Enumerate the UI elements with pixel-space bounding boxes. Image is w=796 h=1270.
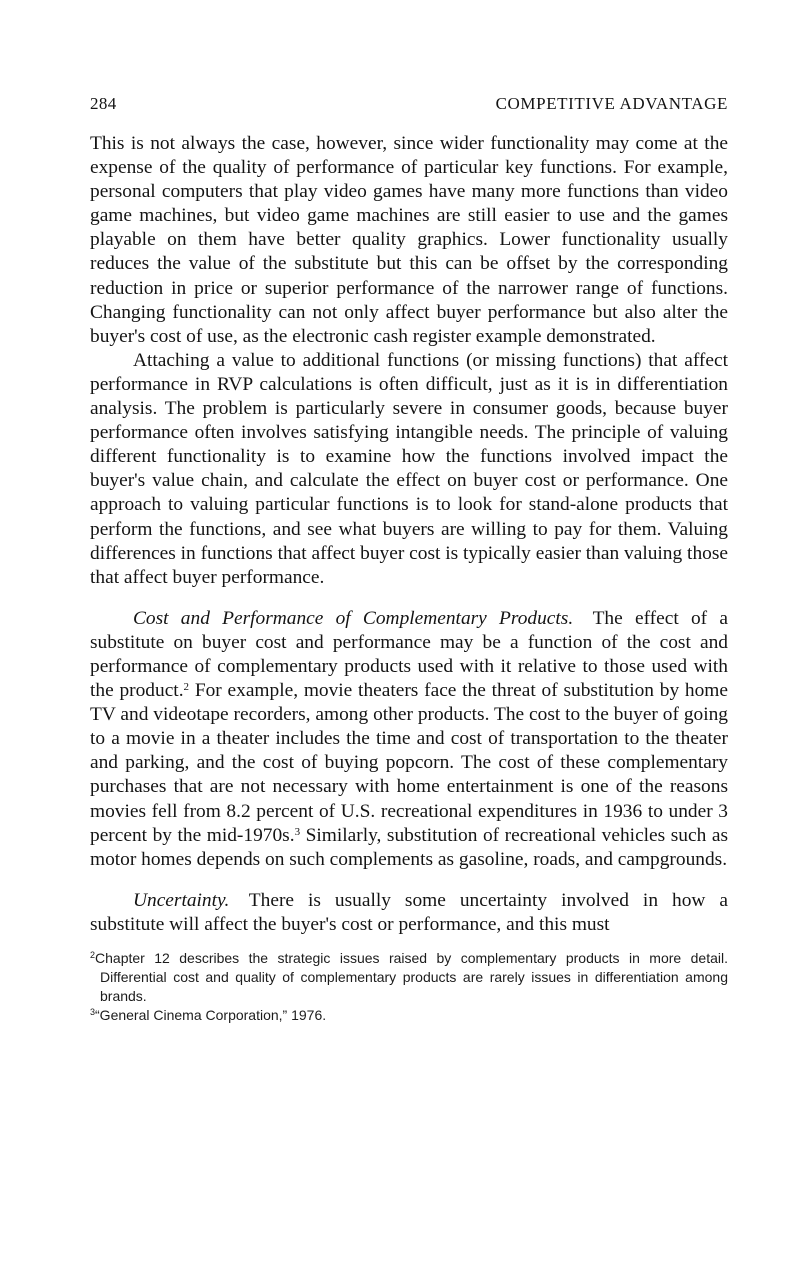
paragraph-text: For example, movie theaters face the threat of substitution by home TV and videotape recorders, among other products. The cost to the buyer of going to a movie in a theater includes the time and cost of transportation to the theater and parking, and the cost of buying popcorn. The cost of these complementary purchases that are not necessary with home entertainment is one of the reasons movies fell from 8.2 percent of U.S. recreational expenditures in 1936 to under 3 percent by the mid-1970s. [90,680,728,846]
paragraph-text: The effect of a substitute on buyer cost and performance may be a function of the cost and performance of complementary products used with it relative to those used with the product. [90,607,728,702]
running-head [90,94,728,120]
body-text [90,132,728,937]
paragraph-text: There is usually some uncertainty involved in how a substitute will affect the buyer's cost or performance, and this must [90,889,728,935]
paragraph-functionality: This is not always the case, however, since wider functionality may come at the expense of the quality of performance of particular key functions. For example, personal computers that play video games have many more functions than video game machines, but video game machines are still easier to use and the games playable on them have better quality graphics. Lower functionality usually reduces the value of the substitute but this can be offset by the corresponding reduction in price or superior performance of the narrower range of functions. Changing functionality can not only affect buyer performance but also alter the buyer's cost of use, as the electronic cash register example demonstrated. [90,133,728,347]
footnote-mark: 3 [90,1007,96,1017]
footnote-text: “General Cinema Corporation,” 1976. [95,1007,327,1023]
footnote-item [90,949,728,1006]
paragraph-text: Similarly, substitution of recreational vehicles such as motor homes depends on such complements as gasoline, roads, and campgrounds. [90,824,728,870]
paragraph-valuing-functions: Attaching a value to additional functions (or missing functions) that affect performance in RVP calculations is often difficult, just as it is in differentiation analysis. The problem is particularly severe in consumer goods, because buyer performance often involves satisfying intangible needs. The principle of valuing different functionality is to examine how the functions involved impact the buyer's value chain, and calculate the effect on buyer cost or performance. One approach to valuing particular functions is to look for stand-alone products that perform the functions, and see what buyers are willing to pay for them. Valuing differences in functions that affect buyer cost is typically easier than valuing those that affect buyer performance. [90,349,728,588]
paragraph-uncertainty [90,889,728,937]
footnote-reference: 2 [183,681,190,694]
page-number: 284 [90,94,117,113]
footnote-item [90,1006,728,1025]
section-heading-complementary-products: Cost and Performance of Complementary Products. [133,607,574,629]
paragraph-complementary-products [90,607,728,872]
footnote-reference: 3 [294,825,301,838]
footnote-mark: 2 [90,950,96,960]
running-title: COMPETITIVE ADVANTAGE [495,94,728,113]
book-page [90,94,728,1025]
section-heading-uncertainty: Uncertainty. [133,889,230,911]
footnotes [90,949,728,1025]
footnote-text: Chapter 12 describes the strategic issues raised by complementary products in more detail. Differential cost and quality of complementary products are rarely issues in differentiation among brands. [95,950,728,1004]
